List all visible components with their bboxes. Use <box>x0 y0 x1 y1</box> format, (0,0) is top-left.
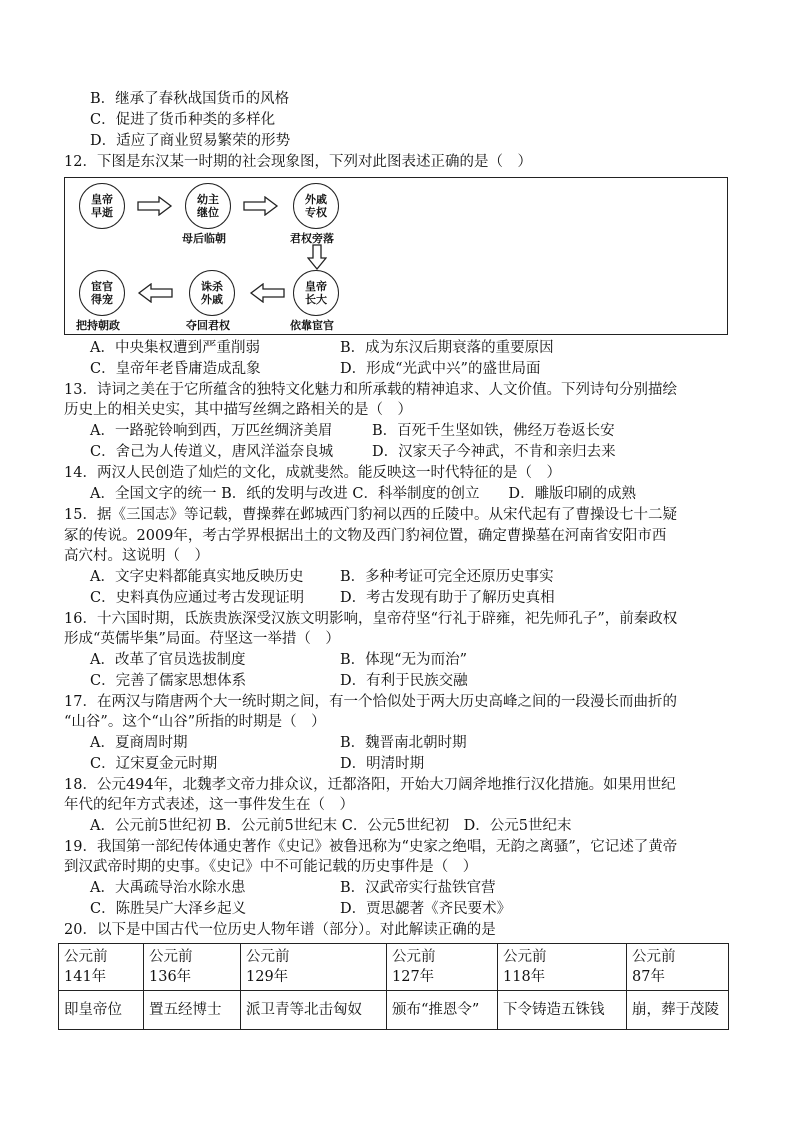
left-arrow-icon <box>137 283 173 303</box>
q12-option-c: C．皇帝年老昏庸造成乱象 <box>90 361 261 377</box>
caption-empress-regency: 母后临朝 <box>182 232 226 245</box>
q11-option-b: B．继承了春秋战国货币的风格 <box>90 91 290 107</box>
q11-option-c: C．促进了货币种类的多样化 <box>90 112 276 128</box>
table-row-events <box>59 991 729 1030</box>
table-cell-year: 公元前 141年 <box>59 944 144 991</box>
q20-stem: 20．以下是中国古代一位历史人物年谱（部分）。对此解读正确的是 <box>64 922 496 938</box>
table-row-years <box>59 944 729 991</box>
q17-stem-line1: 17．在两汉与隋唐两个大一统时期之间，有一个恰似处于两大历史高峰之间的一段漫长而曲折的 <box>64 694 677 710</box>
q12-option-b: B．成为东汉后期衰落的重要原因 <box>340 340 554 356</box>
table-cell-event: 崩，葬于茂陵 <box>627 991 729 1030</box>
q16-option-a: A．改革了官员选拔制度 <box>90 652 246 668</box>
q15-option-b: B．多种考证可完全还原历史事实 <box>340 569 554 585</box>
q15-stem-line2: 冢的传说。2009年，考古学界根据出土的文物及西门豹祠位置，确定曹操墓在河南省安阳市西 <box>64 528 667 544</box>
down-arrow-icon <box>307 244 327 270</box>
q16-option-d: D．有利于民族交融 <box>340 673 468 689</box>
q17-option-b: B．魏晋南北朝时期 <box>340 735 467 751</box>
table-cell-year: 公元前 136年 <box>144 944 241 991</box>
q19-stem-line1: 19．我国第一部纪传体通史著作《史记》被鲁迅称为“史家之绝唱，无韵之离骚”，它记述了黄帝 <box>64 839 678 855</box>
chronology-table <box>58 943 729 1030</box>
q19-option-b: B．汉武帝实行盐铁官营 <box>340 880 496 896</box>
table-cell-year: 公元前 87年 <box>627 944 729 991</box>
q12-diagram <box>64 177 728 335</box>
q13-option-b: B．百死千生坚如铁，佛经万卷返长安 <box>372 423 615 439</box>
q18-options: A．公元前5世纪初 B．公元前5世纪末 C．公元5世纪初 D．公元5世纪末 <box>90 818 572 834</box>
caption-regain-power: 夺回君权 <box>186 319 230 332</box>
q16-stem-line2: 形成“英儒毕集”局面。苻坚这一举措（ ） <box>64 631 340 647</box>
q13-option-c: C．舍己为人传道义，唐风洋溢奈良城 <box>90 444 334 460</box>
table-cell-year: 公元前 127年 <box>387 944 498 991</box>
node-emperor-grown: 皇帝 长大 <box>293 270 339 316</box>
node-kill-consort: 诛杀 外戚 <box>189 270 235 316</box>
q12-stem: 12．下图是东汉某一时期的社会现象图，下列对此图表述正确的是（ ） <box>64 154 532 170</box>
q17-option-d: D．明清时期 <box>340 756 425 772</box>
q12-option-d: D．形成“光武中兴”的盛世局面 <box>340 361 541 377</box>
q15-option-d: D．考古发现有助于了解历史真相 <box>340 590 555 606</box>
q16-option-b: B．体现“无为而治” <box>340 652 467 668</box>
q19-option-c: C．陈胜吴广大泽乡起义 <box>90 901 247 917</box>
q13-stem-line2: 历史上的相关史实，其中描写丝绸之路相关的是（ ） <box>64 402 412 418</box>
q17-stem-line2: “山谷”。这个“山谷”所指的时期是（ ） <box>64 714 326 730</box>
node-young-ruler: 幼主 继位 <box>185 183 231 229</box>
q16-option-c: C．完善了儒家思想体系 <box>90 673 247 689</box>
q13-stem-line1: 13．诗词之美在于它所蕴含的独特文化魅力和所承载的精神追求、人文价值。下列诗句分别描绘 <box>64 382 677 398</box>
table-cell-event: 派卫青等北击匈奴 <box>241 991 387 1030</box>
q17-option-c: C．辽宋夏金元时期 <box>90 756 218 772</box>
q11-option-d: D．适应了商业贸易繁荣的形势 <box>90 133 291 149</box>
node-emperor-early-death: 皇帝 早逝 <box>79 183 125 229</box>
q19-stem-line2: 到汉武帝时期的史事。《史记》中不可能记载的历史事件是（ ） <box>64 859 478 875</box>
table-cell-event: 置五经博士 <box>144 991 241 1030</box>
caption-rely-eunuch: 依靠宦官 <box>290 319 334 332</box>
q18-stem-line2: 年代的纪年方式表述，这一事件发生在（ ） <box>64 797 354 813</box>
node-consort-clan: 外戚 专权 <box>293 183 339 229</box>
caption-control-court: 把持朝政 <box>76 319 120 332</box>
left-arrow-icon <box>249 283 285 303</box>
q17-option-a: A．夏商周时期 <box>90 735 188 751</box>
q15-stem-line1: 15．据《三国志》等记载，曹操葬在邺城西门豹祠以西的丘陵中。从宋代起有了曹操设七十二疑 <box>64 507 677 523</box>
q15-stem-line3: 高穴村。这说明（ ） <box>64 548 209 564</box>
q14-stem: 14．两汉人民创造了灿烂的文化，成就斐然。能反映这一时代特征的是（ ） <box>64 465 561 481</box>
q19-option-a: A．大禹疏导治水除水患 <box>90 880 246 896</box>
q15-option-c: C．史料真伪应通过考古发现证明 <box>90 590 305 606</box>
table-cell-event: 颁布“推恩令” <box>387 991 498 1030</box>
q13-option-a: A．一路驼铃响到西，万匹丝绸济美眉 <box>90 423 333 439</box>
table-cell-event: 即皇帝位 <box>59 991 144 1030</box>
q16-stem-line1: 16．十六国时期，氐族贵族深受汉族文明影响，皇帝苻坚“行礼于辟雍，祀先师孔子”，前秦政权 <box>64 611 678 627</box>
right-arrow-icon <box>137 196 173 216</box>
table-cell-year: 公元前 129年 <box>241 944 387 991</box>
table-cell-year: 公元前 118年 <box>498 944 627 991</box>
caption-power-shifted: 君权旁落 <box>290 232 334 245</box>
q12-option-a: A．中央集权遭到严重削弱 <box>90 340 260 356</box>
q14-options: A．全国文字的统一 B．纸的发明与改进 C．科举制度的创立 D．雕版印刷的成熟 <box>90 486 637 502</box>
q19-option-d: D．贾思勰著《齐民要术》 <box>340 901 512 917</box>
right-arrow-icon <box>243 196 279 216</box>
q15-option-a: A．文字史料都能真实地反映历史 <box>90 569 304 585</box>
table-cell-event: 下令铸造五铢钱 <box>498 991 627 1030</box>
q13-option-d: D．汉家天子今神武，不肯和亲归去来 <box>372 444 616 460</box>
node-eunuch-favored: 宦官 得宠 <box>79 270 125 316</box>
q18-stem-line1: 18．公元494年，北魏孝文帝力排众议，迁都洛阳，开始大刀阔斧地推行汉化措施。如果用世纪 <box>64 777 676 793</box>
